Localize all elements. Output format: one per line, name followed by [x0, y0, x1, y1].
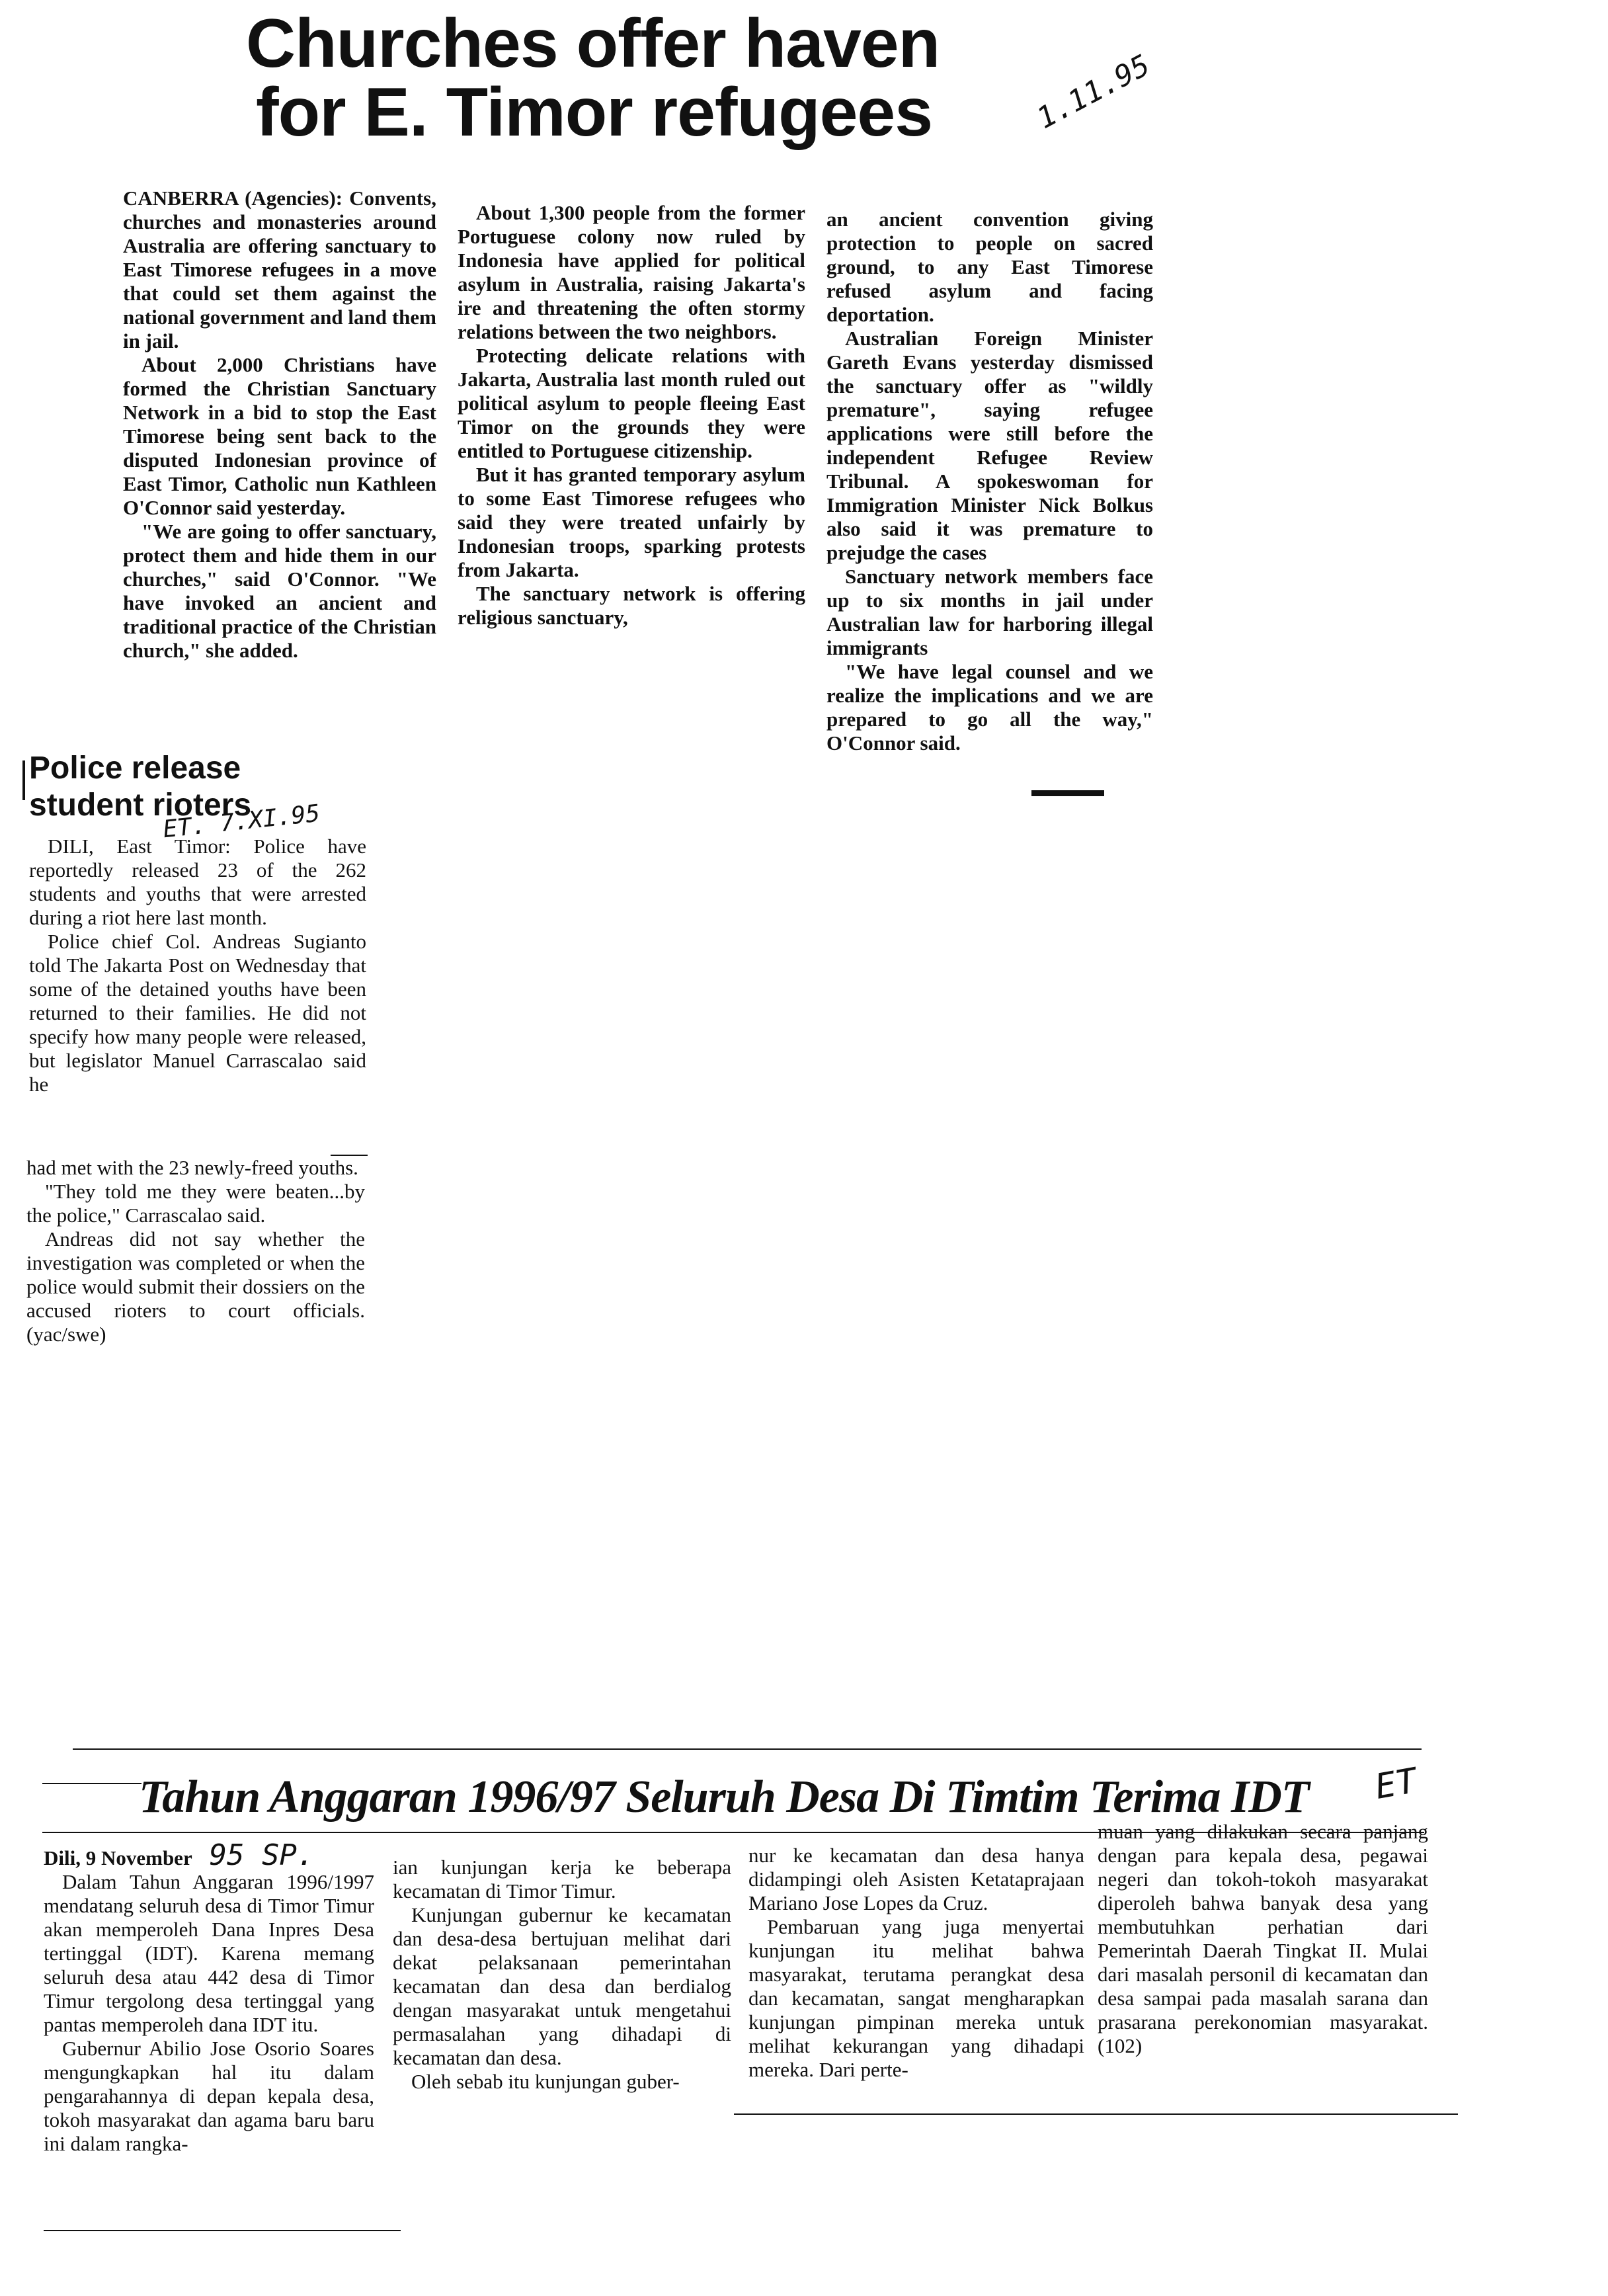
article3-paragraph: nur ke kecamatan dan desa hanya didampingi oleh Asisten Ketataprajaan Mariano Jose Lopes da Cruz.	[748, 1844, 1084, 1914]
article3-paragraph: Kunjungan gubernur ke kecamatan dan desa-desa bertujuan melihat dari dekat pelaksanaan pemerintahan kecamatan dan desa dan berdialog dengan masyarakat untuk mengetahui permasalahan yang dihadapi di kecamatan dan desa.	[393, 1903, 731, 2069]
article2-handwritten-date: ET. 7.XI.95	[161, 800, 321, 844]
article3-handwritten-note: ET	[1372, 1761, 1420, 1807]
article3-paragraph: Pembaruan yang juga menyertai kunjungan itu melihat bahwa masyarakat, terutama perangkat desa dan kecamatan, sangat mengharapkan kunjungan pimpinan mereka untuk melihat kekurangan yang dihadapi mereka. Dari perte-	[748, 1915, 1084, 2081]
article3-paragraph: Dalam Tahun Anggaran 1996/1997 mendatang seluruh desa di Timor Timur akan memperoleh Dana Inpres Desa tertinggal (IDT). Karena memang seluruh desa atau 442 desa di Timor Timur tergolong desa tertinggal yang pantas memperoleh dana IDT itu.	[44, 1870, 374, 2036]
article3-column-3	[748, 1844, 1084, 2082]
article2-paragraph: Police chief Col. Andreas Sugianto told The Jakarta Post on Wednesday that some of the detained youths have been returned to their families. He did not specify how many people were released, but legislator Manuel Carrascalao said he	[29, 930, 366, 1096]
article3-paragraph: muan yang dilakukan secara panjang dengan para kepala desa, pegawai negeri dan tokoh-tokoh masyarakat diperoleh bahwa banyak desa yang membutuhkan perhatian dari Pemerintah Daerah Tingkat II. Mulai dari masalah personil di kecamatan dan desa sampai pada masalah sarana dan prasarana perekonomian masyarakat.(102)	[1098, 1820, 1428, 2057]
article3-paragraph: Oleh sebab itu kunjungan guber-	[411, 2070, 680, 2093]
article2-paragraph: Andreas did not say whether the investigation was completed or when the police would submit their dossiers on the accused rioters to court officials. (yac/swe)	[26, 1227, 365, 1346]
article2-paragraph: DILI, East Timor: Police have reportedly released 23 of the 262 students and youths that were arrested during a riot here last month.	[29, 835, 366, 929]
article2-headline-line1: Police release	[29, 751, 241, 786]
article1-headline-line2: for E. Timor refugees	[256, 74, 933, 151]
article2-headline-line2: student rioters	[29, 788, 252, 823]
article3-top-rule-left	[42, 1783, 141, 1784]
article3-column-2	[393, 1856, 731, 2094]
article3-paragraph: ian kunjungan kerja ke beberapa kecamatan di Timor Timur.	[393, 1856, 731, 1903]
article1-column-3	[826, 208, 1153, 755]
article3-dateline: Dili, 9 November	[44, 1846, 192, 1869]
article3-paragraph: Gubernur Abilio Jose Osorio Soares mengungkapkan hal itu dalam pengarahannya di depan kepala desa, tokoh masyarakat dan agama baru baru ini dalam rangka-	[44, 2037, 374, 2155]
article1-column-2	[458, 201, 805, 630]
article2-left-edge-mark	[22, 760, 25, 800]
article1-headline	[246, 5, 1132, 151]
article3-bottom-rule-left	[44, 2230, 401, 2231]
article1-paragraph: But it has granted temporary asylum to some East Timorese refugees who said they were treated unfairly by Indonesian troops, sparking protests from Jakarta.	[458, 463, 805, 581]
article1-paragraph: an ancient convention giving protection to people on sacred ground, to any East Timorese refused asylum and facing deportation.	[826, 208, 1153, 326]
article1-column-1	[123, 186, 436, 663]
article2-column-bottom	[26, 1156, 365, 1346]
article1-paragraph: About 2,000 Christians have formed the Christian Sanctuary Network in a bid to stop the East Timorese being sent back to the disputed Indonesian province of East Timor, Catholic nun Kathleen O'Connor said yesterday.	[123, 353, 436, 519]
clipping-end-mark	[1031, 790, 1104, 796]
article1-handwritten-date: 1.11.95	[1031, 48, 1156, 136]
article2-column-top	[29, 835, 366, 1096]
article2-paragraph: "They told me they were beaten...by the police," Carrascalao said.	[26, 1180, 365, 1227]
article2-paragraph: had met with the 23 newly-freed youths.	[26, 1156, 358, 1179]
article1-paragraph: Australian Foreign Minister Gareth Evans yesterday dismissed the sanctuary offer as "wildly premature", saying refugee applications were still before the independent Refugee Review Tribunal. A spokeswoman for Immigration Minister Nick Bolkus also said it was premature to prejudge the cases	[826, 327, 1153, 564]
article3-bottom-rule	[734, 2113, 1458, 2115]
article1-paragraph: "We have legal counsel and we realize the implications and we are prepared to go all the way," O'Connor said.	[826, 660, 1153, 755]
article1-paragraph: CANBERRA (Agencies): Convents, churches and monasteries around Australia are offering sanctuary to East Timorese refugees in a move that could set them against the national government and land them in jail.	[123, 186, 436, 352]
article1-paragraph: Protecting delicate relations with Jakarta, Australia last month ruled out political asylum to people fleeing East Timor on the grounds they were entitled to Portuguese citizenship.	[458, 344, 805, 462]
article1-paragraph: About 1,300 people from the former Portuguese colony now ruled by Indonesia have applied for political asylum in Australia, raising Jakarta's ire and threatening the often stormy relations between the two neighbors.	[458, 201, 805, 343]
article3-dateline-row	[44, 1838, 374, 1872]
article3-handwritten-date: 95 SP.	[209, 1838, 315, 1872]
article3-column-4	[1098, 1820, 1428, 2058]
article3-column-1	[44, 1838, 374, 2156]
article1-headline-line1: Churches offer haven	[246, 5, 940, 82]
article1-paragraph: "We are going to offer sanctuary, protect them and hide them in our churches," said O'Connor. "We have invoked an ancient and traditional practice of the Christian church," she added.	[123, 520, 436, 662]
article3-top-rule	[73, 1748, 1422, 1750]
article3-headline: Tahun Anggaran 1996/97 Seluruh Desa Di Timtim Terima IDT	[139, 1772, 1309, 1823]
article1-paragraph: Sanctuary network members face up to six months in jail under Australian law for harboring illegal immigrants	[826, 565, 1153, 659]
article1-paragraph: The sanctuary network is offering religious sanctuary,	[458, 582, 805, 629]
